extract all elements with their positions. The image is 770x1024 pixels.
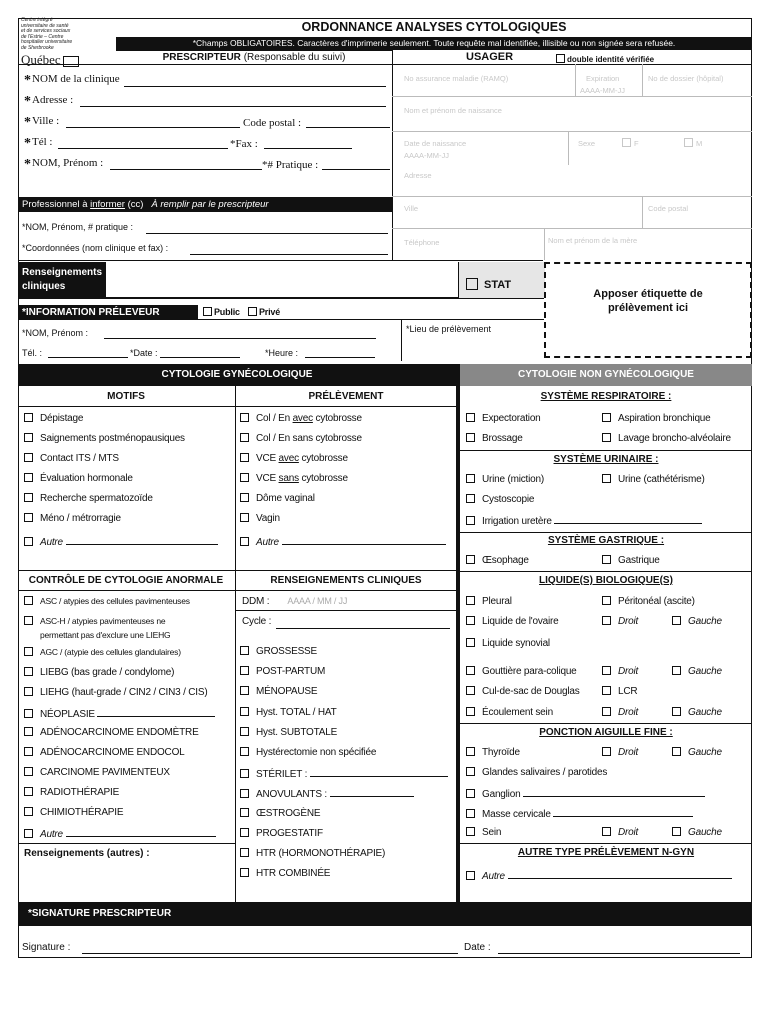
urine-cath-checkbox[interactable]: Urine (cathétérisme) [602,474,705,485]
ovaire-checkbox[interactable]: Liquide de l'ovaire [466,616,559,627]
ecoulement-gauche-checkbox[interactable]: Gauche [672,707,722,718]
rc-checkbox[interactable]: HTR COMBINÉE [240,868,330,879]
lavage-checkbox[interactable]: Lavage broncho-alvéolaire [602,433,731,444]
rc-checkbox[interactable]: Hystérectomie non spécifiée [240,747,376,758]
phone-label: *Tél : [24,136,53,151]
logo-line: de l'Estrie – Centre [21,33,64,40]
urin-title: SYSTÈME URINAIRE : [553,454,659,465]
expectoration-checkbox[interactable]: Expectoration [466,413,541,424]
double-identity-check[interactable]: double identité vérifiée [556,54,654,64]
cycle-field[interactable] [276,628,450,629]
prescriber-name-field[interactable] [110,169,262,170]
expiration-format: AAAA-MM-JJ [580,86,625,95]
sein-checkbox[interactable]: Sein [466,827,501,838]
prelevement-checkbox[interactable]: Dôme vaginal [240,493,315,504]
specimen-label-text: Apposer étiquette de prélèvement ici [593,288,703,314]
birthdate-format: AAAA-MM-JJ [404,151,449,160]
sex-f-checkbox[interactable]: F [622,138,639,148]
sein-droit-checkbox[interactable]: Droit [602,827,638,838]
prelevement-checkbox[interactable]: VCE avec cytobrosse [240,453,348,464]
autre-ngyn-title: AUTRE TYPE PRÉLÈVEMENT N-GYN [517,847,695,858]
motif-checkbox[interactable]: Évaluation hormonale [24,473,133,484]
gyn-title: CYTOLOGIE GYNÉCOLOGIQUE [18,364,456,386]
motif-checkbox[interactable]: Saignements postménopausiques [24,433,185,444]
city-label: *Ville : [24,115,60,130]
peritoneal-checkbox[interactable]: Péritonéal (ascite) [602,596,695,607]
logo-line: Centre intégré [21,17,53,23]
motif-checkbox[interactable]: Contact ITS / MTS [24,453,119,464]
signature-field[interactable] [82,953,458,954]
brossage-checkbox[interactable]: Brossage [466,433,523,444]
prescripteur-title: PRESCRIPTEUR (Responsable du suivi) [162,52,346,63]
rc-checkbox[interactable]: ANOVULANTS : [240,787,414,800]
rc-checkbox[interactable]: MÉNOPAUSE [240,686,317,697]
controle-checkbox[interactable]: ASC-H / atypies pavimenteuses ne [24,616,165,626]
controle-checkbox[interactable]: CHIMIOTHÉRAPIE [24,807,123,818]
prelevement-checkbox[interactable]: Col / En sans cytobrosse [240,433,362,444]
oesophage-checkbox[interactable]: Œsophage [466,555,529,566]
clinic-name-label: *NOM de la clinique [24,73,120,88]
address-field[interactable] [80,106,386,107]
usager-title: USAGER [466,51,514,63]
sampler-phone-field[interactable] [48,357,128,358]
sampler-title: *INFORMATION PRÉLEVEUR [18,305,198,320]
thyroide-checkbox[interactable]: Thyroïde [466,747,520,758]
logo-line: et de services sociaux [21,28,71,34]
controle-checkbox[interactable]: RADIOTHÉRAPIE [24,787,119,798]
thyroide-gauche-checkbox[interactable]: Gauche [672,747,722,758]
irrigation-checkbox[interactable]: Irrigation uretère [466,514,702,527]
logo-line: universitaire de santé [21,22,69,29]
dossier-ghost-label[interactable]: No de dossier (hôpital) [648,74,724,83]
patient-phone-ghost-label[interactable]: Téléphone [404,238,440,247]
cystoscopie-checkbox[interactable]: Cystoscopie [466,494,534,505]
city-field[interactable] [66,127,240,128]
logo-line: hospitalier universitaire [21,39,73,45]
ovaire-gauche-checkbox[interactable]: Gauche [672,616,722,627]
prelevement-checkbox[interactable]: VCE sans cytobrosse [240,473,348,484]
sampling-time-field[interactable] [305,357,375,358]
quebec-wordmark: Québec [21,52,61,67]
mother-name-ghost-label[interactable]: Nom et prénom de la mère [548,236,638,245]
gast-title: SYSTÈME GASTRIQUE : [547,535,665,546]
phone-field[interactable] [58,148,228,149]
pleural-checkbox[interactable]: Pleural [466,596,512,607]
clinical-info-label: Renseignements cliniques [18,262,106,298]
motif-checkbox[interactable]: Dépistage [24,413,83,424]
rc-checkbox[interactable]: Hyst. TOTAL / HAT [240,707,337,718]
public-checkbox[interactable]: Public [203,307,240,317]
cc-coord-label: *Coordonnées (nom clinique et fax) : [22,243,169,253]
cc-name-field[interactable] [146,233,388,234]
controle-checkbox[interactable]: AGC / (atypie des cellules glandulaires) [24,647,181,657]
form-subtitle: *Champs OBLIGATOIRES. Caractères d'imprimerie seulement. Toute requête mal identifiée, illisible ou non signée sera refusée. [116,37,752,50]
signature-label: Signature : [22,942,71,953]
signature-title: *SIGNATURE PRESCRIPTEUR [18,902,752,926]
controle-title: CONTRÔLE DE CYTOLOGIE ANORMALE [28,575,224,586]
gastrique-checkbox[interactable]: Gastrique [602,555,660,566]
postal-code-field[interactable] [306,127,390,128]
controle-continuation: permettant pas d'exclure une LIEHG [40,630,171,640]
prescriber-name-label: *NOM, Prénom : [24,157,104,172]
rc-checkbox[interactable]: ŒSTROGÈNE [240,808,320,819]
sein-gauche-checkbox[interactable]: Gauche [672,827,722,838]
ramq-ghost-label[interactable]: No assurance maladie (RAMQ) [404,74,509,83]
patient-address-ghost-label[interactable]: Adresse [404,171,432,180]
urine-miction-checkbox[interactable]: Urine (miction) [466,474,544,485]
controle-checkbox[interactable]: ASC / atypies des cellules pavimenteuses [24,596,190,606]
sampler-name-field[interactable] [104,338,376,339]
rc-checkbox[interactable]: HTR (HORMONOTHÉRAPIE) [240,848,385,859]
sein-ecoulement-checkbox[interactable]: Écoulement sein [466,707,553,718]
ganglion-checkbox[interactable]: Ganglion [466,787,705,800]
douglas-checkbox[interactable]: Cul-de-sac de Douglas [466,686,580,697]
form-title: ORDONNANCE ANALYSES CYTOLOGIQUES [301,20,567,34]
practice-number-label: *# Pratique : [262,159,319,171]
sampling-location-label: *Lieu de prélèvement [406,324,492,334]
patient-name-ghost-label[interactable]: Nom et prénom de naissance [404,106,502,115]
ovaire-droit-checkbox[interactable]: Droit [602,616,638,627]
controle-checkbox[interactable]: LIEHG (haut-grade / CIN2 / CIN3 / CIS) [24,687,207,698]
sampler-phone-label: Tél. : [22,348,43,358]
patient-postal-ghost-label[interactable]: Code postal [648,204,689,213]
signature-date-field[interactable] [498,953,740,954]
gouttiere-checkbox[interactable]: Gouttière para-colique [466,666,577,677]
liq-title: LIQUIDE(S) BIOLOGIQUE(S) [539,575,673,586]
stat-checkbox[interactable]: STAT [466,278,511,291]
rc-checkbox[interactable]: POST-PARTUM [240,666,325,677]
synovial-checkbox[interactable]: Liquide synovial [466,638,550,649]
lcr-checkbox[interactable]: LCR [602,686,637,697]
ecoulement-droit-checkbox[interactable]: Droit [602,707,638,718]
motif-checkbox[interactable]: Méno / métrorragie [24,513,121,524]
controle-checkbox[interactable]: NÉOPLASIE [24,707,215,720]
sampling-time-label: *Heure : [265,348,299,358]
aspiration-checkbox[interactable]: Aspiration bronchique [602,413,711,424]
prelevement-title: PRÉLÈVEMENT [308,391,384,402]
controle-checkbox[interactable]: ADÉNOCARCINOME ENDOCOL [24,747,185,758]
signature-date-label: Date : [464,942,491,953]
cc-coord-field[interactable] [190,254,388,255]
controle-checkbox[interactable]: CARCINOME PAVIMENTEUX [24,767,170,778]
practice-number-field[interactable] [322,169,390,170]
cc-name-label: *NOM, Prénom, # pratique : [22,222,134,232]
other-info-label: Renseignements (autres) : [24,848,150,859]
clinic-name-field[interactable] [124,86,386,87]
ponction-title: PONCTION AIGUILLE FINE : [539,727,673,738]
motifs-title: MOTIFS [107,391,145,402]
resp-title: SYSTÈME RESPIRATOIRE : [540,391,672,402]
cycle-label: Cycle : [242,616,272,627]
rc-title: RENSEIGNEMENTS CLINIQUES [270,575,422,586]
fax-label: *Fax : [230,138,258,150]
logo-line: de Sherbrooke [21,44,54,51]
institution-logo [21,18,113,67]
nongyn-title: CYTOLOGIE NON GYNÉCOLOGIQUE [460,364,752,386]
rc-checkbox[interactable]: GROSSESSE [240,646,317,657]
motif-checkbox[interactable]: Recherche spermatozoïde [24,493,153,504]
controle-checkbox[interactable]: LIEBG (bas grade / condylome) [24,667,174,678]
patient-city-ghost-label[interactable]: Ville [404,204,419,213]
birthdate-ghost-label[interactable]: Date de naissance [404,139,467,148]
rc-checkbox[interactable]: STÉRILET : [240,767,448,780]
expiration-ghost-label[interactable]: Expiration [586,74,620,83]
masse-checkbox[interactable]: Masse cervicale [466,807,693,820]
motifs-autre-checkbox[interactable]: Autre [24,535,218,548]
fax-field[interactable] [264,148,352,149]
glandes-checkbox[interactable]: Glandes salivaires / parotides [466,767,607,778]
sex-ghost-label: Sexe [578,139,596,148]
sampler-name-label: *NOM, Prénom : [22,328,89,338]
rc-checkbox[interactable]: PROGESTATIF [240,828,323,839]
sex-m-checkbox[interactable]: M [684,138,702,148]
thyroide-droit-checkbox[interactable]: Droit [602,747,638,758]
prelevement-checkbox[interactable]: Col / En avec cytobrosse [240,413,362,424]
ngyn-autre-checkbox[interactable]: Autre [466,869,732,882]
private-checkbox[interactable]: Privé [248,307,280,317]
gouttiere-droit-checkbox[interactable]: Droit [602,666,638,677]
postal-code-label: Code postal : [243,117,302,129]
address-label: *Adresse : [24,94,74,109]
cc-bar: Professionnel à informer (cc) À remplir par le prescripteur [18,197,392,212]
rc-checkbox[interactable]: Hyst. SUBTOTALE [240,727,337,738]
gouttiere-gauche-checkbox[interactable]: Gauche [672,666,722,677]
sampling-date-field[interactable] [160,357,240,358]
prelev-autre-checkbox[interactable]: Autre [240,535,446,548]
controle-checkbox[interactable]: ADÉNOCARCINOME ENDOMÈTRE [24,727,199,738]
sampling-date-label: *Date : [130,348,158,358]
ddm-label: DDM : AAAA / MM / JJ [242,596,348,607]
controle-autre-checkbox[interactable]: Autre [24,827,216,840]
prelevement-checkbox[interactable]: Vagin [240,513,280,524]
